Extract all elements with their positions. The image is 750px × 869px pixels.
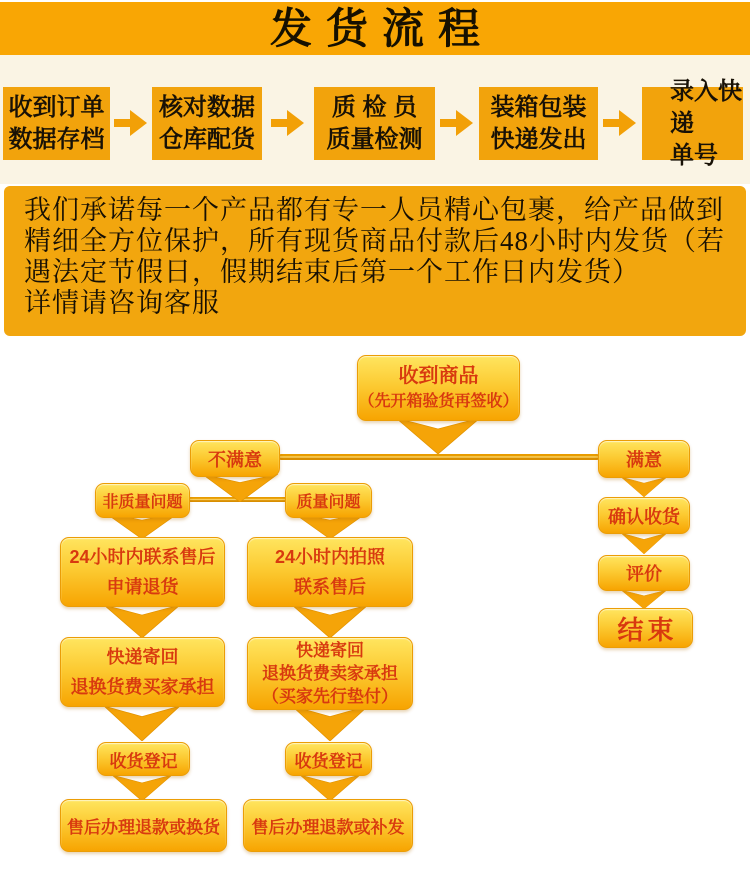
node-line: 质量问题	[296, 494, 361, 511]
node-line: 快递寄回	[296, 641, 364, 660]
flow-node-confirm-receipt	[598, 497, 690, 534]
node-line: 收货登记	[294, 751, 363, 771]
node-line: 满意	[626, 450, 662, 470]
down-arrow-icon	[112, 775, 172, 801]
node-line: 不满意	[208, 449, 262, 470]
flow-node-refund-or-exchange	[60, 799, 227, 852]
promise-line: 遇法定节假日，假期结束后第一个工作日内发货）	[24, 257, 640, 287]
flow-node-unsatisfied	[190, 440, 280, 477]
process-step-line: 质 检 员	[331, 93, 418, 121]
process-step-line: 仓库配货	[159, 125, 255, 153]
down-arrow-icon	[621, 477, 667, 497]
node-line: 退换货费卖家承担	[262, 664, 398, 683]
page-title: 发货流程	[269, 5, 494, 52]
node-line: 售后办理退款或换货	[67, 818, 220, 837]
node-line: （先开箱验货再签收）	[358, 393, 519, 410]
flow-node-receipt-register-right	[285, 742, 372, 776]
promise-block	[4, 186, 746, 336]
connector-line-main	[278, 454, 600, 460]
flow-node-refund-or-reship	[243, 799, 413, 852]
down-arrow-icon	[104, 605, 180, 638]
process-step-verify-data	[152, 87, 262, 160]
right-arrow-icon	[271, 108, 305, 138]
flow-node-receive-goods	[357, 355, 520, 421]
flow-node-satisfied	[598, 440, 690, 478]
right-arrow-icon	[603, 108, 637, 138]
flow-node-return-buyer-pays	[60, 637, 225, 707]
process-step-line: 装箱包装	[490, 93, 587, 121]
node-line: 非质量问题	[102, 494, 183, 511]
flow-node-photo-24h	[247, 537, 413, 607]
process-step-line: 快递发出	[490, 125, 587, 153]
flow-node-receipt-register-left	[97, 742, 190, 776]
right-arrow-icon	[440, 108, 474, 138]
down-arrow-icon	[104, 706, 180, 741]
flow-node-end	[598, 608, 693, 648]
down-arrow-icon	[300, 775, 360, 801]
down-arrow-icon	[292, 706, 368, 741]
process-step-quality-check	[314, 87, 435, 160]
node-line: 申请退货	[106, 577, 179, 597]
flow-node-contact-service-24h	[60, 537, 225, 607]
node-line: 确认收货	[608, 506, 680, 527]
process-step-tracking-number	[642, 77, 743, 169]
process-step-line: 核对数据	[159, 93, 255, 121]
flow-node-non-quality-issue	[95, 483, 190, 518]
process-step-packing	[479, 87, 598, 160]
down-arrow-icon	[292, 605, 368, 638]
flow-node-review	[598, 555, 690, 591]
right-arrow-icon	[114, 108, 148, 138]
page-title-banner	[0, 2, 750, 55]
node-line: 退换货费买家承担	[70, 677, 215, 697]
down-arrow-icon	[621, 590, 667, 609]
node-line: 售后办理退款或补发	[251, 818, 405, 837]
node-line: （买家先行垫付）	[262, 687, 398, 706]
node-line: 评价	[626, 564, 662, 584]
flow-node-return-seller-pays	[247, 637, 413, 710]
flow-node-quality-issue	[285, 483, 372, 518]
promise-line: 我们承诺每一个产品都有专一人员精心包裹，给产品做到	[24, 195, 724, 225]
node-line: 联系售后	[294, 577, 366, 597]
process-step-line: 单号	[670, 141, 718, 169]
node-line: 24小时内联系售后	[69, 547, 216, 567]
down-arrow-icon	[396, 418, 480, 454]
down-arrow-icon	[202, 474, 278, 502]
node-line: 收货登记	[109, 751, 178, 771]
process-step-line: 数据存档	[8, 125, 105, 153]
node-line: 24小时内拍照	[274, 547, 386, 567]
process-step-line: 录入快递	[670, 77, 742, 137]
process-step-receive-order	[3, 87, 110, 160]
promise-line: 精细全方位保护，所有现货商品付款后48小时内发货（若	[24, 226, 725, 256]
process-step-line: 质量检测	[326, 125, 423, 153]
promise-line: 详情请咨询客服	[24, 288, 220, 318]
node-line: 结束	[617, 614, 678, 645]
process-step-line: 收到订单	[8, 93, 105, 121]
node-line: 快递寄回	[106, 647, 179, 667]
down-arrow-icon	[621, 533, 667, 554]
node-line: 收到商品	[398, 365, 479, 387]
